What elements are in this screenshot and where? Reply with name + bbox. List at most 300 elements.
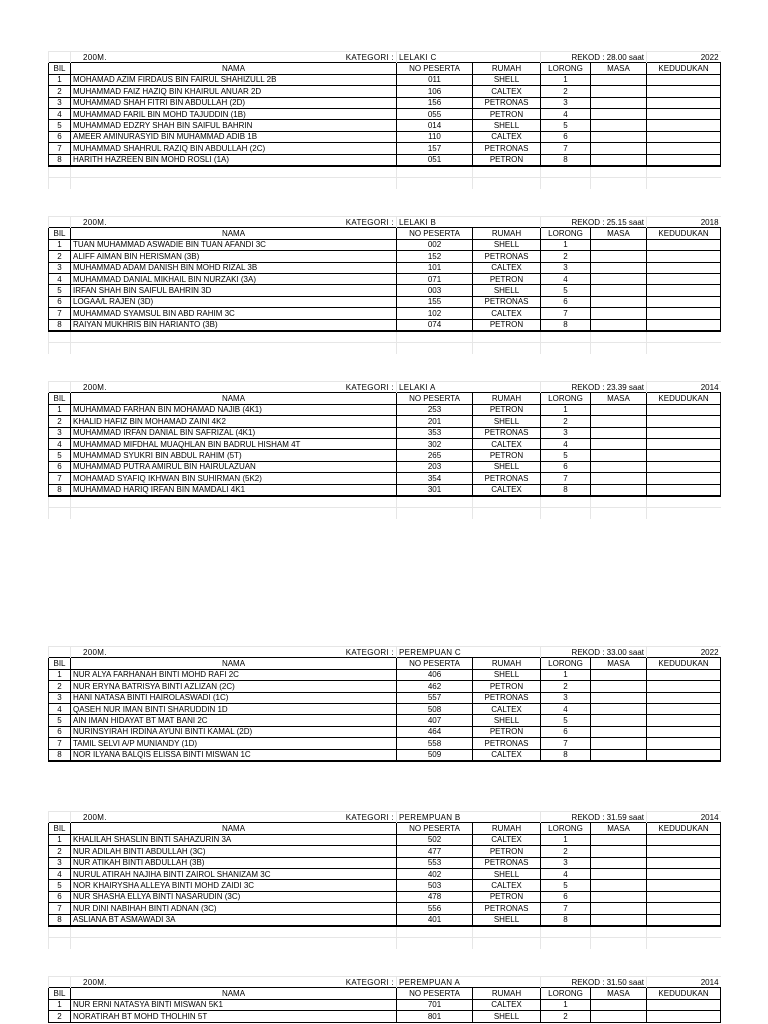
- nama-cell[interactable]: MUHAMMAD FARHAN BIN MOHAMAD NAJIB (4K1): [71, 404, 397, 415]
- rekod-label[interactable]: REKOD : 31.50 saat: [541, 977, 647, 988]
- empty-cell[interactable]: [71, 938, 397, 949]
- bil-cell[interactable]: 1: [49, 239, 71, 250]
- empty-cell[interactable]: [541, 496, 591, 508]
- no-peserta-cell[interactable]: 402: [397, 868, 473, 879]
- empty-cell[interactable]: [591, 166, 647, 178]
- kedudukan-cell[interactable]: [647, 857, 721, 868]
- column-header[interactable]: NAMA: [71, 823, 397, 834]
- empty-cell[interactable]: [49, 331, 71, 343]
- empty-cell[interactable]: [541, 938, 591, 949]
- column-header[interactable]: KEDUDUKAN: [647, 393, 721, 404]
- kedudukan-cell[interactable]: [647, 74, 721, 85]
- rumah-cell[interactable]: PETRONAS: [473, 473, 541, 484]
- empty-cell[interactable]: [473, 496, 541, 508]
- masa-cell[interactable]: [591, 726, 647, 737]
- empty-cell[interactable]: [647, 178, 721, 189]
- column-header[interactable]: RUMAH: [473, 823, 541, 834]
- kedudukan-cell[interactable]: [647, 97, 721, 108]
- bil-cell[interactable]: 4: [49, 273, 71, 284]
- kedudukan-cell[interactable]: [647, 473, 721, 484]
- kedudukan-cell[interactable]: [647, 669, 721, 680]
- nama-cell[interactable]: LOGAA/L RAJEN (3D): [71, 296, 397, 307]
- empty-cell[interactable]: [647, 508, 721, 519]
- rekod-label[interactable]: REKOD : 28.00 saat: [541, 52, 647, 63]
- lorong-cell[interactable]: 1: [541, 74, 591, 85]
- rumah-cell[interactable]: SHELL: [473, 416, 541, 427]
- bil-cell[interactable]: 6: [49, 296, 71, 307]
- rumah-cell[interactable]: CALTEX: [473, 86, 541, 97]
- no-peserta-cell[interactable]: 353: [397, 427, 473, 438]
- nama-cell[interactable]: MOHAMAD SYAFIQ IKHWAN BIN SUHIRMAN (5K2): [71, 473, 397, 484]
- empty-cell[interactable]: [647, 331, 721, 343]
- lorong-cell[interactable]: 3: [541, 97, 591, 108]
- kedudukan-cell[interactable]: [647, 726, 721, 737]
- empty-cell[interactable]: [49, 178, 71, 189]
- bil-cell[interactable]: 4: [49, 438, 71, 449]
- no-peserta-cell[interactable]: 556: [397, 903, 473, 914]
- no-peserta-cell[interactable]: 406: [397, 669, 473, 680]
- no-peserta-cell[interactable]: 509: [397, 749, 473, 761]
- masa-cell[interactable]: [591, 74, 647, 85]
- no-peserta-cell[interactable]: 265: [397, 450, 473, 461]
- lorong-cell[interactable]: 7: [541, 143, 591, 154]
- lorong-cell[interactable]: 1: [541, 239, 591, 250]
- bil-cell[interactable]: 5: [49, 450, 71, 461]
- rumah-cell[interactable]: PETRON: [473, 891, 541, 902]
- bil-cell[interactable]: 1: [49, 834, 71, 845]
- no-peserta-cell[interactable]: 051: [397, 154, 473, 166]
- bil-cell[interactable]: 5: [49, 715, 71, 726]
- no-peserta-cell[interactable]: 101: [397, 262, 473, 273]
- empty-cell[interactable]: [397, 926, 473, 938]
- masa-cell[interactable]: [591, 450, 647, 461]
- kedudukan-cell[interactable]: [647, 914, 721, 926]
- column-header[interactable]: MASA: [591, 63, 647, 74]
- rumah-cell[interactable]: SHELL: [473, 285, 541, 296]
- rumah-cell[interactable]: SHELL: [473, 1011, 541, 1022]
- lorong-cell[interactable]: 3: [541, 427, 591, 438]
- no-peserta-cell[interactable]: 156: [397, 97, 473, 108]
- rumah-cell[interactable]: PETRON: [473, 404, 541, 415]
- empty-cell[interactable]: [397, 508, 473, 519]
- column-header[interactable]: MASA: [591, 228, 647, 239]
- no-peserta-cell[interactable]: 071: [397, 273, 473, 284]
- bil-cell[interactable]: 8: [49, 914, 71, 926]
- bil-cell[interactable]: 3: [49, 857, 71, 868]
- kedudukan-cell[interactable]: [647, 846, 721, 857]
- empty-cell[interactable]: [397, 178, 473, 189]
- kedudukan-cell[interactable]: [647, 484, 721, 496]
- rumah-cell[interactable]: SHELL: [473, 868, 541, 879]
- no-peserta-cell[interactable]: 553: [397, 857, 473, 868]
- no-peserta-cell[interactable]: 801: [397, 1011, 473, 1022]
- lorong-cell[interactable]: 5: [541, 880, 591, 891]
- column-header[interactable]: NO PESERTA: [397, 658, 473, 669]
- no-peserta-cell[interactable]: 155: [397, 296, 473, 307]
- kategori-value-cell[interactable]: [397, 977, 541, 988]
- nama-cell[interactable]: NOR KHAIRYSHA ALLEYA BINTI MOHD ZAIDI 3C: [71, 880, 397, 891]
- event-cell[interactable]: [71, 977, 397, 988]
- empty-cell[interactable]: [71, 926, 397, 938]
- column-header[interactable]: LORONG: [541, 988, 591, 999]
- no-peserta-cell[interactable]: 503: [397, 880, 473, 891]
- masa-cell[interactable]: [591, 738, 647, 749]
- column-header[interactable]: RUMAH: [473, 228, 541, 239]
- masa-cell[interactable]: [591, 903, 647, 914]
- kedudukan-cell[interactable]: [647, 251, 721, 262]
- kedudukan-cell[interactable]: [647, 681, 721, 692]
- empty-cell[interactable]: [541, 178, 591, 189]
- lorong-cell[interactable]: 8: [541, 749, 591, 761]
- empty-cell[interactable]: [49, 496, 71, 508]
- kedudukan-cell[interactable]: [647, 108, 721, 119]
- lorong-cell[interactable]: 4: [541, 868, 591, 879]
- masa-cell[interactable]: [591, 703, 647, 714]
- bil-cell[interactable]: 7: [49, 738, 71, 749]
- column-header[interactable]: MASA: [591, 658, 647, 669]
- lorong-cell[interactable]: 3: [541, 857, 591, 868]
- nama-cell[interactable]: NURUL ATIRAH NAJIHA BINTI ZAIROL SHANIZAM 3C: [71, 868, 397, 879]
- kedudukan-cell[interactable]: [647, 868, 721, 879]
- empty-cell[interactable]: [541, 166, 591, 178]
- empty-cell[interactable]: [591, 178, 647, 189]
- nama-cell[interactable]: MUHAMMAD SYAMSUL BIN ABD RAHIM 3C: [71, 308, 397, 319]
- lorong-cell[interactable]: 4: [541, 273, 591, 284]
- rumah-cell[interactable]: CALTEX: [473, 131, 541, 142]
- empty-cell[interactable]: [647, 938, 721, 949]
- masa-cell[interactable]: [591, 108, 647, 119]
- no-peserta-cell[interactable]: 701: [397, 999, 473, 1010]
- bil-cell[interactable]: 3: [49, 692, 71, 703]
- nama-cell[interactable]: TAMIL SELVI A/P MUNIANDY (1D): [71, 738, 397, 749]
- lorong-cell[interactable]: 6: [541, 296, 591, 307]
- column-header[interactable]: KEDUDUKAN: [647, 823, 721, 834]
- nama-cell[interactable]: MUHAMMAD SHAHRUL RAZIQ BIN ABDULLAH (2C): [71, 143, 397, 154]
- no-peserta-cell[interactable]: 014: [397, 120, 473, 131]
- lorong-cell[interactable]: 7: [541, 738, 591, 749]
- column-header[interactable]: NAMA: [71, 63, 397, 74]
- rumah-cell[interactable]: PETRONAS: [473, 692, 541, 703]
- rumah-cell[interactable]: SHELL: [473, 461, 541, 472]
- masa-cell[interactable]: [591, 120, 647, 131]
- masa-cell[interactable]: [591, 251, 647, 262]
- masa-cell[interactable]: [591, 891, 647, 902]
- no-peserta-cell[interactable]: 502: [397, 834, 473, 845]
- masa-cell[interactable]: [591, 999, 647, 1010]
- masa-cell[interactable]: [591, 296, 647, 307]
- lorong-cell[interactable]: 2: [541, 1011, 591, 1022]
- empty-cell[interactable]: [591, 331, 647, 343]
- masa-cell[interactable]: [591, 669, 647, 680]
- kedudukan-cell[interactable]: [647, 999, 721, 1010]
- bil-cell[interactable]: 7: [49, 473, 71, 484]
- no-peserta-cell[interactable]: 203: [397, 461, 473, 472]
- year-label[interactable]: 2014: [647, 382, 721, 393]
- rekod-label[interactable]: REKOD : 25.15 saat: [541, 217, 647, 228]
- kedudukan-cell[interactable]: [647, 461, 721, 472]
- masa-cell[interactable]: [591, 262, 647, 273]
- no-peserta-cell[interactable]: 011: [397, 74, 473, 85]
- masa-cell[interactable]: [591, 461, 647, 472]
- empty-cell[interactable]: [397, 496, 473, 508]
- lorong-cell[interactable]: 6: [541, 891, 591, 902]
- no-peserta-cell[interactable]: 074: [397, 319, 473, 331]
- nama-cell[interactable]: MUHAMMAD IRFAN DANIAL BIN SAFRIZAL (4K1): [71, 427, 397, 438]
- rumah-cell[interactable]: PETRONAS: [473, 296, 541, 307]
- column-header[interactable]: LORONG: [541, 63, 591, 74]
- no-peserta-cell[interactable]: 557: [397, 692, 473, 703]
- rumah-cell[interactable]: PETRON: [473, 681, 541, 692]
- rumah-cell[interactable]: CALTEX: [473, 438, 541, 449]
- empty-cell[interactable]: [397, 331, 473, 343]
- lorong-cell[interactable]: 1: [541, 669, 591, 680]
- column-header[interactable]: BIL: [49, 393, 71, 404]
- kategori-value-cell[interactable]: [397, 217, 541, 228]
- masa-cell[interactable]: [591, 97, 647, 108]
- nama-cell[interactable]: IRFAN SHAH BIN SAIFUL BAHRIN 3D: [71, 285, 397, 296]
- nama-cell[interactable]: TUAN MUHAMMAD ASWADIE BIN TUAN AFANDI 3C: [71, 239, 397, 250]
- rumah-cell[interactable]: PETRON: [473, 726, 541, 737]
- rumah-cell[interactable]: PETRONAS: [473, 857, 541, 868]
- bil-cell[interactable]: 1: [49, 404, 71, 415]
- nama-cell[interactable]: MOHAMAD AZIM FIRDAUS BIN FAIRUL SHAHIZULL 2B: [71, 74, 397, 85]
- event-cell[interactable]: [71, 382, 397, 393]
- lorong-cell[interactable]: 7: [541, 308, 591, 319]
- nama-cell[interactable]: NURINSYIRAH IRDINA AYUNI BINTI KAMAL (2D): [71, 726, 397, 737]
- kedudukan-cell[interactable]: [647, 416, 721, 427]
- empty-cell[interactable]: [591, 343, 647, 354]
- bil-cell[interactable]: 2: [49, 681, 71, 692]
- no-peserta-cell[interactable]: 102: [397, 308, 473, 319]
- empty-cell[interactable]: [473, 508, 541, 519]
- empty-cell[interactable]: [71, 331, 397, 343]
- lorong-cell[interactable]: 1: [541, 999, 591, 1010]
- nama-cell[interactable]: MUHAMMAD EDZRY SHAH BIN SAIFUL BAHRIN: [71, 120, 397, 131]
- nama-cell[interactable]: MUHAMMAD PUTRA AMIRUL BIN HAIRULAZUAN: [71, 461, 397, 472]
- kedudukan-cell[interactable]: [647, 703, 721, 714]
- lorong-cell[interactable]: 4: [541, 703, 591, 714]
- kedudukan-cell[interactable]: [647, 834, 721, 845]
- no-peserta-cell[interactable]: 462: [397, 681, 473, 692]
- rumah-cell[interactable]: CALTEX: [473, 308, 541, 319]
- nama-cell[interactable]: HARITH HAZREEN BIN MOHD ROSLI (1A): [71, 154, 397, 166]
- masa-cell[interactable]: [591, 484, 647, 496]
- year-label[interactable]: 2022: [647, 647, 721, 658]
- kedudukan-cell[interactable]: [647, 285, 721, 296]
- rumah-cell[interactable]: PETRON: [473, 154, 541, 166]
- empty-cell[interactable]: [591, 926, 647, 938]
- empty-cell[interactable]: [647, 496, 721, 508]
- rekod-label[interactable]: REKOD : 31.59 saat: [541, 812, 647, 823]
- empty-cell[interactable]: [473, 926, 541, 938]
- column-header[interactable]: NAMA: [71, 393, 397, 404]
- empty-cell[interactable]: [49, 166, 71, 178]
- kedudukan-cell[interactable]: [647, 319, 721, 331]
- empty-cell[interactable]: [397, 343, 473, 354]
- empty-cell[interactable]: [49, 977, 71, 988]
- empty-cell[interactable]: [591, 938, 647, 949]
- empty-cell[interactable]: [397, 938, 473, 949]
- bil-cell[interactable]: 1: [49, 74, 71, 85]
- lorong-cell[interactable]: 8: [541, 154, 591, 166]
- nama-cell[interactable]: MUHAMMAD SHAH FITRI BIN ABDULLAH (2D): [71, 97, 397, 108]
- empty-cell[interactable]: [541, 331, 591, 343]
- empty-cell[interactable]: [71, 508, 397, 519]
- column-header[interactable]: NO PESERTA: [397, 63, 473, 74]
- bil-cell[interactable]: 8: [49, 484, 71, 496]
- event-cell[interactable]: [71, 217, 397, 228]
- masa-cell[interactable]: [591, 692, 647, 703]
- nama-cell[interactable]: NUR ERNI NATASYA BINTI MISWAN 5K1: [71, 999, 397, 1010]
- empty-cell[interactable]: [647, 343, 721, 354]
- column-header[interactable]: NO PESERTA: [397, 823, 473, 834]
- rumah-cell[interactable]: CALTEX: [473, 999, 541, 1010]
- column-header[interactable]: LORONG: [541, 658, 591, 669]
- lorong-cell[interactable]: 5: [541, 715, 591, 726]
- lorong-cell[interactable]: 5: [541, 285, 591, 296]
- lorong-cell[interactable]: 2: [541, 416, 591, 427]
- no-peserta-cell[interactable]: 055: [397, 108, 473, 119]
- lorong-cell[interactable]: 8: [541, 319, 591, 331]
- rumah-cell[interactable]: CALTEX: [473, 262, 541, 273]
- column-header[interactable]: KEDUDUKAN: [647, 658, 721, 669]
- empty-cell[interactable]: [541, 343, 591, 354]
- rumah-cell[interactable]: SHELL: [473, 715, 541, 726]
- bil-cell[interactable]: 3: [49, 427, 71, 438]
- empty-cell[interactable]: [473, 178, 541, 189]
- column-header[interactable]: KEDUDUKAN: [647, 228, 721, 239]
- year-label[interactable]: 2014: [647, 977, 721, 988]
- rumah-cell[interactable]: SHELL: [473, 120, 541, 131]
- bil-cell[interactable]: 4: [49, 108, 71, 119]
- year-label[interactable]: 2014: [647, 812, 721, 823]
- no-peserta-cell[interactable]: 478: [397, 891, 473, 902]
- column-header[interactable]: MASA: [591, 988, 647, 999]
- nama-cell[interactable]: AMEER AMINURASYID BIN MUHAMMAD ADIB 1B: [71, 131, 397, 142]
- lorong-cell[interactable]: 1: [541, 834, 591, 845]
- lorong-cell[interactable]: 4: [541, 108, 591, 119]
- no-peserta-cell[interactable]: 152: [397, 251, 473, 262]
- column-header[interactable]: RUMAH: [473, 393, 541, 404]
- bil-cell[interactable]: 6: [49, 131, 71, 142]
- masa-cell[interactable]: [591, 273, 647, 284]
- column-header[interactable]: MASA: [591, 823, 647, 834]
- masa-cell[interactable]: [591, 285, 647, 296]
- event-cell[interactable]: [71, 812, 397, 823]
- masa-cell[interactable]: [591, 143, 647, 154]
- event-cell[interactable]: [71, 647, 397, 658]
- bil-cell[interactable]: 5: [49, 120, 71, 131]
- nama-cell[interactable]: NUR ERYNA BATRISYA BINTI AZLIZAN (2C): [71, 681, 397, 692]
- kedudukan-cell[interactable]: [647, 131, 721, 142]
- no-peserta-cell[interactable]: 508: [397, 703, 473, 714]
- empty-cell[interactable]: [647, 926, 721, 938]
- nama-cell[interactable]: NORATIRAH BT MOHD THOLHIN 5T: [71, 1011, 397, 1022]
- lorong-cell[interactable]: 7: [541, 903, 591, 914]
- masa-cell[interactable]: [591, 715, 647, 726]
- empty-cell[interactable]: [541, 508, 591, 519]
- nama-cell[interactable]: NUR SHASHA ELLYA BINTI NASARUDIN (3C): [71, 891, 397, 902]
- column-header[interactable]: MASA: [591, 393, 647, 404]
- nama-cell[interactable]: ALIFF AIMAN BIN HERISMAN (3B): [71, 251, 397, 262]
- bil-cell[interactable]: 3: [49, 97, 71, 108]
- bil-cell[interactable]: 7: [49, 903, 71, 914]
- masa-cell[interactable]: [591, 834, 647, 845]
- empty-cell[interactable]: [397, 166, 473, 178]
- lorong-cell[interactable]: 3: [541, 262, 591, 273]
- column-header[interactable]: NAMA: [71, 228, 397, 239]
- rumah-cell[interactable]: PETRONAS: [473, 97, 541, 108]
- empty-cell[interactable]: [71, 166, 397, 178]
- nama-cell[interactable]: NUR ADILAH BINTI ABDULLAH (3C): [71, 846, 397, 857]
- nama-cell[interactable]: KHALID HAFIZ BIN MOHAMAD ZAINI 4K2: [71, 416, 397, 427]
- nama-cell[interactable]: RAIYAN MUKHRIS BIN HARIANTO (3B): [71, 319, 397, 331]
- kategori-value-cell[interactable]: [397, 52, 541, 63]
- bil-cell[interactable]: 1: [49, 999, 71, 1010]
- lorong-cell[interactable]: 2: [541, 846, 591, 857]
- empty-cell[interactable]: [49, 343, 71, 354]
- empty-cell[interactable]: [591, 496, 647, 508]
- event-cell[interactable]: [71, 52, 397, 63]
- rumah-cell[interactable]: SHELL: [473, 914, 541, 926]
- lorong-cell[interactable]: 6: [541, 726, 591, 737]
- lorong-cell[interactable]: 1: [541, 404, 591, 415]
- no-peserta-cell[interactable]: 301: [397, 484, 473, 496]
- nama-cell[interactable]: MUHAMMAD ADAM DANISH BIN MOHD RIZAL 3B: [71, 262, 397, 273]
- kategori-value-cell[interactable]: [397, 812, 541, 823]
- rumah-cell[interactable]: SHELL: [473, 74, 541, 85]
- bil-cell[interactable]: 1: [49, 669, 71, 680]
- kedudukan-cell[interactable]: [647, 749, 721, 761]
- column-header[interactable]: LORONG: [541, 228, 591, 239]
- empty-cell[interactable]: [49, 217, 71, 228]
- masa-cell[interactable]: [591, 239, 647, 250]
- nama-cell[interactable]: NUR ALYA FARHANAH BINTI MOHD RAFI 2C: [71, 669, 397, 680]
- nama-cell[interactable]: MUHAMMAD FAIZ HAZIQ BIN KHAIRUL ANUAR 2D: [71, 86, 397, 97]
- column-header[interactable]: NAMA: [71, 988, 397, 999]
- lorong-cell[interactable]: 6: [541, 131, 591, 142]
- empty-cell[interactable]: [49, 508, 71, 519]
- bil-cell[interactable]: 3: [49, 262, 71, 273]
- kedudukan-cell[interactable]: [647, 273, 721, 284]
- no-peserta-cell[interactable]: 201: [397, 416, 473, 427]
- rumah-cell[interactable]: CALTEX: [473, 703, 541, 714]
- bil-cell[interactable]: 7: [49, 308, 71, 319]
- nama-cell[interactable]: MUHAMMAD FARIL BIN MOHD TAJUDDIN (1B): [71, 108, 397, 119]
- empty-cell[interactable]: [473, 331, 541, 343]
- column-header[interactable]: NO PESERTA: [397, 988, 473, 999]
- bil-cell[interactable]: 8: [49, 319, 71, 331]
- kedudukan-cell[interactable]: [647, 738, 721, 749]
- rumah-cell[interactable]: CALTEX: [473, 484, 541, 496]
- kedudukan-cell[interactable]: [647, 308, 721, 319]
- bil-cell[interactable]: 8: [49, 749, 71, 761]
- column-header[interactable]: RUMAH: [473, 658, 541, 669]
- nama-cell[interactable]: NOR ILYANA BALQIS ELISSA BINTI MISWAN 1C: [71, 749, 397, 761]
- empty-cell[interactable]: [71, 496, 397, 508]
- kedudukan-cell[interactable]: [647, 262, 721, 273]
- masa-cell[interactable]: [591, 880, 647, 891]
- rumah-cell[interactable]: CALTEX: [473, 880, 541, 891]
- no-peserta-cell[interactable]: 558: [397, 738, 473, 749]
- masa-cell[interactable]: [591, 914, 647, 926]
- bil-cell[interactable]: 5: [49, 285, 71, 296]
- masa-cell[interactable]: [591, 86, 647, 97]
- masa-cell[interactable]: [591, 131, 647, 142]
- masa-cell[interactable]: [591, 1011, 647, 1022]
- rumah-cell[interactable]: SHELL: [473, 239, 541, 250]
- lorong-cell[interactable]: 3: [541, 692, 591, 703]
